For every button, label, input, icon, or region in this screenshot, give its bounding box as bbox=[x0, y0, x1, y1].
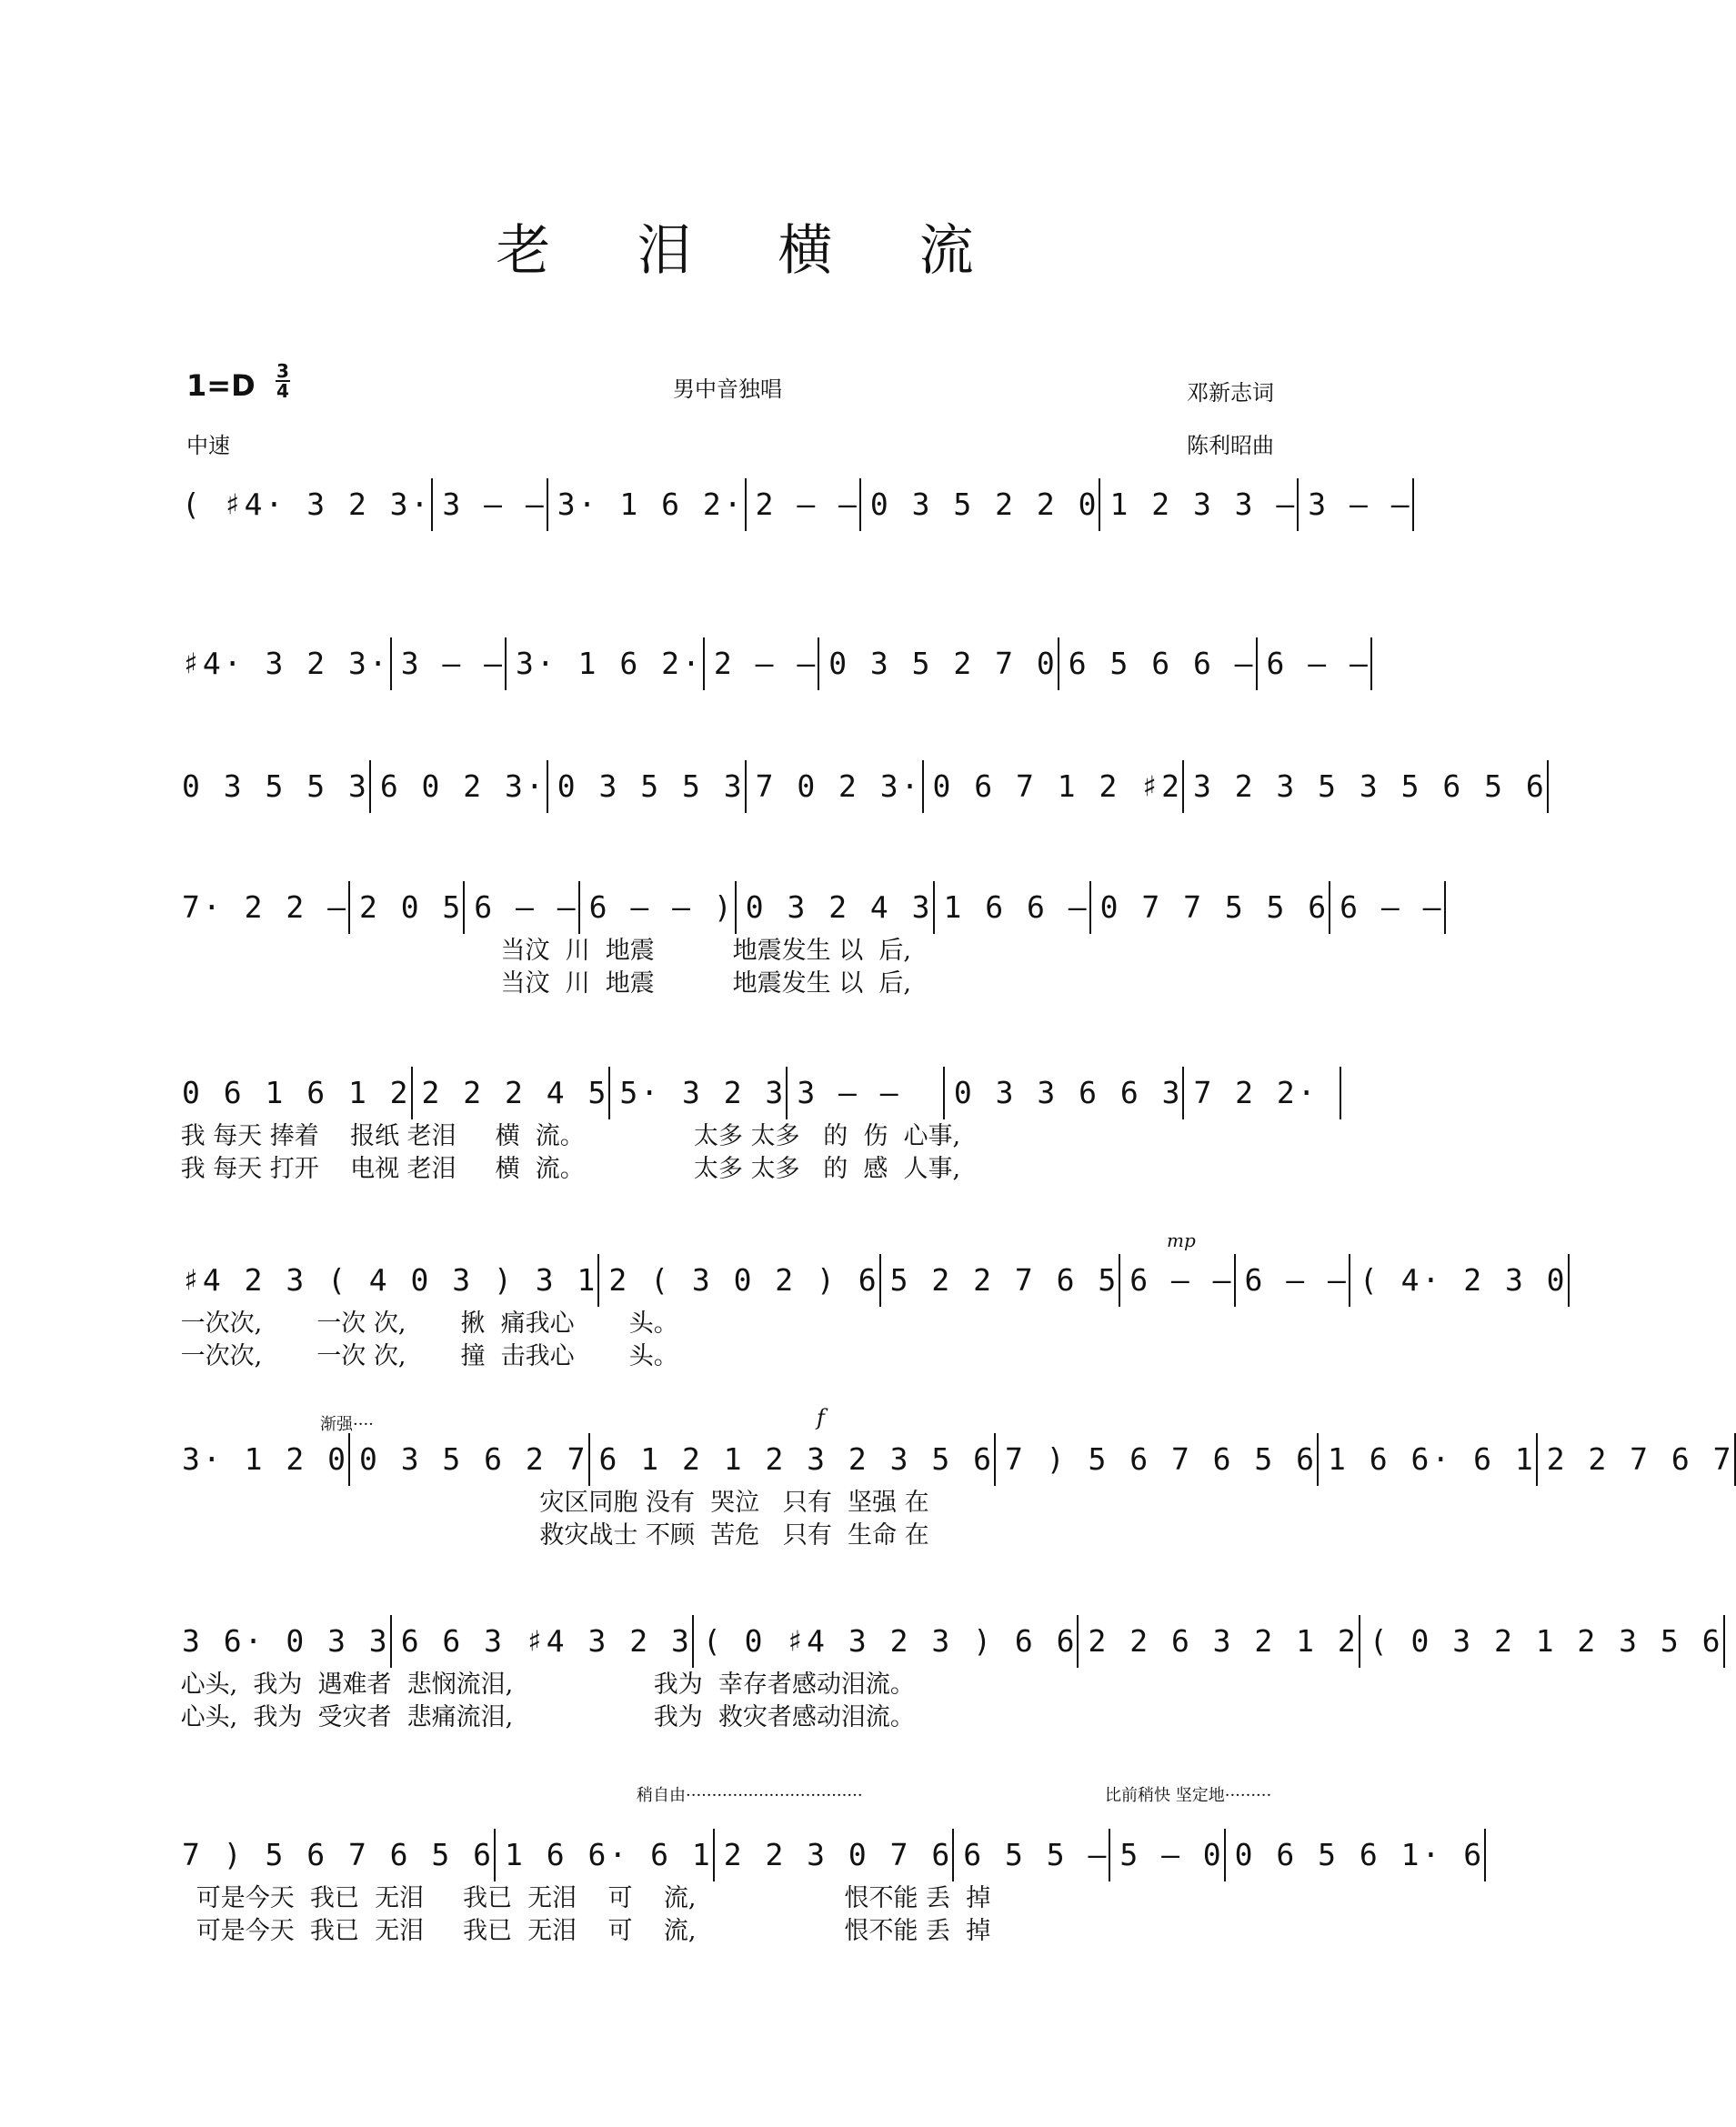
measure: 5 2 2 7 6 5 bbox=[881, 1254, 1121, 1307]
measure: ( 0 ♯4 3 2 3 ) 6 6 bbox=[694, 1615, 1079, 1668]
score-system bbox=[173, 477, 1412, 532]
measure: 2 2 2 4 5 bbox=[413, 1067, 611, 1119]
measure: 1 6 6· 6 1 bbox=[496, 1829, 715, 1881]
score-system bbox=[173, 637, 1370, 691]
notes-row bbox=[173, 1253, 1568, 1308]
dynamic-mp: mp bbox=[1167, 1229, 1196, 1251]
measure: 7 ) 5 6 7 6 5 6 bbox=[173, 1829, 496, 1881]
measure: 6 — — bbox=[1120, 1254, 1235, 1307]
measure: 0 6 7 1 2 ♯2 bbox=[924, 760, 1184, 813]
notes-row bbox=[173, 1432, 1734, 1487]
measure: 1 6 6· 6 1 bbox=[1319, 1433, 1538, 1486]
lyric-line: 可是今天 我已 无泪 我已 无泪 可 流, 恨不能 丢 掉 bbox=[173, 1884, 991, 1912]
lyric-line: 当汶 川 地震 地震发生 以 后, bbox=[173, 969, 911, 998]
notes-row bbox=[173, 477, 1412, 532]
measure: 6 5 5 — bbox=[954, 1829, 1110, 1881]
measure: 1 6 6 — bbox=[935, 881, 1091, 934]
measure: 2 0 5 bbox=[350, 881, 465, 934]
lyric-line: 一次次, 一次 次, 撞 击我心 头。 bbox=[173, 1342, 678, 1370]
measure: 2 2 6 3 2 1 2 bbox=[1079, 1615, 1360, 1668]
notes-row bbox=[173, 637, 1370, 691]
measure: ( 4· 2 3 0 bbox=[1350, 1254, 1570, 1307]
lyric-line: 当汶 川 地震 地震发生 以 后, bbox=[173, 937, 911, 965]
measure: 7 0 2 3· bbox=[747, 760, 924, 813]
score-system bbox=[173, 1432, 1734, 1552]
measure: 0 3 2 4 3 bbox=[737, 881, 935, 934]
measure: 3 2 3 5 3 5 6 5 6 bbox=[1184, 760, 1549, 813]
measure: ( ♯4· 3 2 3· bbox=[173, 478, 433, 531]
score-system bbox=[173, 880, 1444, 1000]
measure: 6 6 3 ♯4 3 2 3 bbox=[392, 1615, 694, 1668]
lyric-line: 心头, 我为 受灾者 悲痛流泪, 我为 救灾者感动泪流。 bbox=[173, 1703, 915, 1731]
notes-row bbox=[173, 1066, 1341, 1120]
measure: 0 3 5 6 2 7 bbox=[350, 1433, 590, 1486]
measure: 6 0 2 3· bbox=[371, 760, 548, 813]
measure: 2 — — bbox=[747, 478, 861, 531]
measure: ♯4· 3 2 3· bbox=[173, 637, 392, 690]
crescendo-marking: 渐强···· bbox=[320, 1415, 374, 1434]
lyric-line: 一次次, 一次 次, 揪 痛我心 头。 bbox=[173, 1309, 678, 1338]
measure: 3 6· 0 3 3 bbox=[173, 1615, 392, 1668]
lyricist: 邓新志词 bbox=[1187, 380, 1274, 406]
notes-row bbox=[173, 880, 1444, 935]
voice-type: 男中音独唱 bbox=[673, 376, 782, 402]
score-system bbox=[173, 1066, 1341, 1186]
measure: 3· 1 6 2· bbox=[507, 637, 705, 690]
tempo-change-marking: 比前稍快 坚定地········· bbox=[1105, 1786, 1272, 1805]
measure: 2 2 7 6 7 bbox=[1538, 1433, 1736, 1486]
dynamic-forte: f bbox=[817, 1405, 825, 1430]
notes-row bbox=[173, 759, 1547, 814]
measure: 3 — — bbox=[1299, 478, 1413, 531]
measure: 6 — — ) bbox=[580, 881, 737, 934]
measure: 6 — — bbox=[1236, 1254, 1350, 1307]
measure: 6 — — bbox=[1330, 881, 1445, 934]
page-title: 老 泪 横 流 bbox=[496, 219, 1008, 283]
key-signature: 1=D bbox=[186, 368, 256, 403]
measure: 0 3 3 6 6 3 bbox=[945, 1067, 1185, 1119]
measure: 6 — — bbox=[465, 881, 579, 934]
rubato-marking: 稍自由·································· bbox=[637, 1786, 863, 1805]
lyric-line: 我 每天 捧着 报纸 老泪 横 流。 太多 太多 的 伤 心事, bbox=[173, 1122, 961, 1150]
measure: 3 — — bbox=[392, 637, 507, 690]
lyric-line: 灾区同胞 没有 哭泣 只有 坚强 在 bbox=[173, 1489, 929, 1517]
score-system bbox=[173, 1253, 1568, 1373]
lyric-line: 可是今天 我已 无泪 我已 无泪 可 流, 恨不能 丢 掉 bbox=[173, 1917, 991, 1945]
measure: 0 3 5 5 3 bbox=[548, 760, 747, 813]
lyric-line: 救灾战士 不顾 苦危 只有 生命 在 bbox=[173, 1521, 929, 1550]
measure: 0 3 5 2 2 0 bbox=[861, 478, 1101, 531]
time-signature: 3 4 bbox=[276, 360, 289, 402]
measure: ♯4 2 3 ( 4 0 3 ) 3 1 bbox=[173, 1254, 599, 1307]
score-system bbox=[173, 759, 1547, 814]
measure: 0 3 5 5 3 bbox=[173, 760, 371, 813]
measure: 7 ) 5 6 7 6 5 6 bbox=[996, 1433, 1319, 1486]
score-system bbox=[173, 1828, 1485, 1948]
measure: 0 3 5 2 7 0 bbox=[819, 637, 1059, 690]
measure: 2 2 3 0 7 6 bbox=[715, 1829, 955, 1881]
composer: 陈利昭曲 bbox=[1187, 433, 1274, 458]
measure: 6 — — bbox=[1258, 637, 1372, 690]
notes-row bbox=[173, 1828, 1485, 1882]
lyric-line: 心头, 我为 遇难者 悲悯流泪, 我为 幸存者感动泪流。 bbox=[173, 1670, 915, 1699]
measure: 1 2 3 3 — bbox=[1100, 478, 1299, 531]
measure: 2 — — bbox=[705, 637, 819, 690]
measure: 5 — 0 bbox=[1110, 1829, 1225, 1881]
tempo-marking: 中速 bbox=[186, 433, 230, 458]
measure: 6 1 2 1 2 3 2 3 5 6 bbox=[590, 1433, 997, 1486]
measure: 3 — — bbox=[433, 478, 547, 531]
measure: 7· 2 2 — bbox=[173, 881, 350, 934]
score-system bbox=[173, 1614, 1723, 1734]
measure: 3· 1 6 2· bbox=[548, 478, 747, 531]
measure: 5· 3 2 3 bbox=[610, 1067, 788, 1119]
lyric-line: 我 每天 打开 电视 老泪 横 流。 太多 太多 的 感 人事, bbox=[173, 1155, 961, 1183]
measure: 0 6 1 6 1 2 bbox=[173, 1067, 413, 1119]
measure: 7 2 2· bbox=[1184, 1067, 1341, 1119]
measure: ( 0 3 2 1 2 3 5 6 bbox=[1360, 1615, 1725, 1668]
measure: 3 — — bbox=[788, 1067, 945, 1119]
notes-row bbox=[173, 1614, 1723, 1669]
measure: 3· 1 2 0 bbox=[173, 1433, 350, 1486]
measure: 0 6 5 6 1· 6 bbox=[1226, 1829, 1486, 1881]
measure: 2 ( 3 0 2 ) 6 bbox=[599, 1254, 880, 1307]
measure: 0 7 7 5 5 6 bbox=[1091, 881, 1331, 934]
measure: 6 5 6 6 — bbox=[1059, 637, 1258, 690]
